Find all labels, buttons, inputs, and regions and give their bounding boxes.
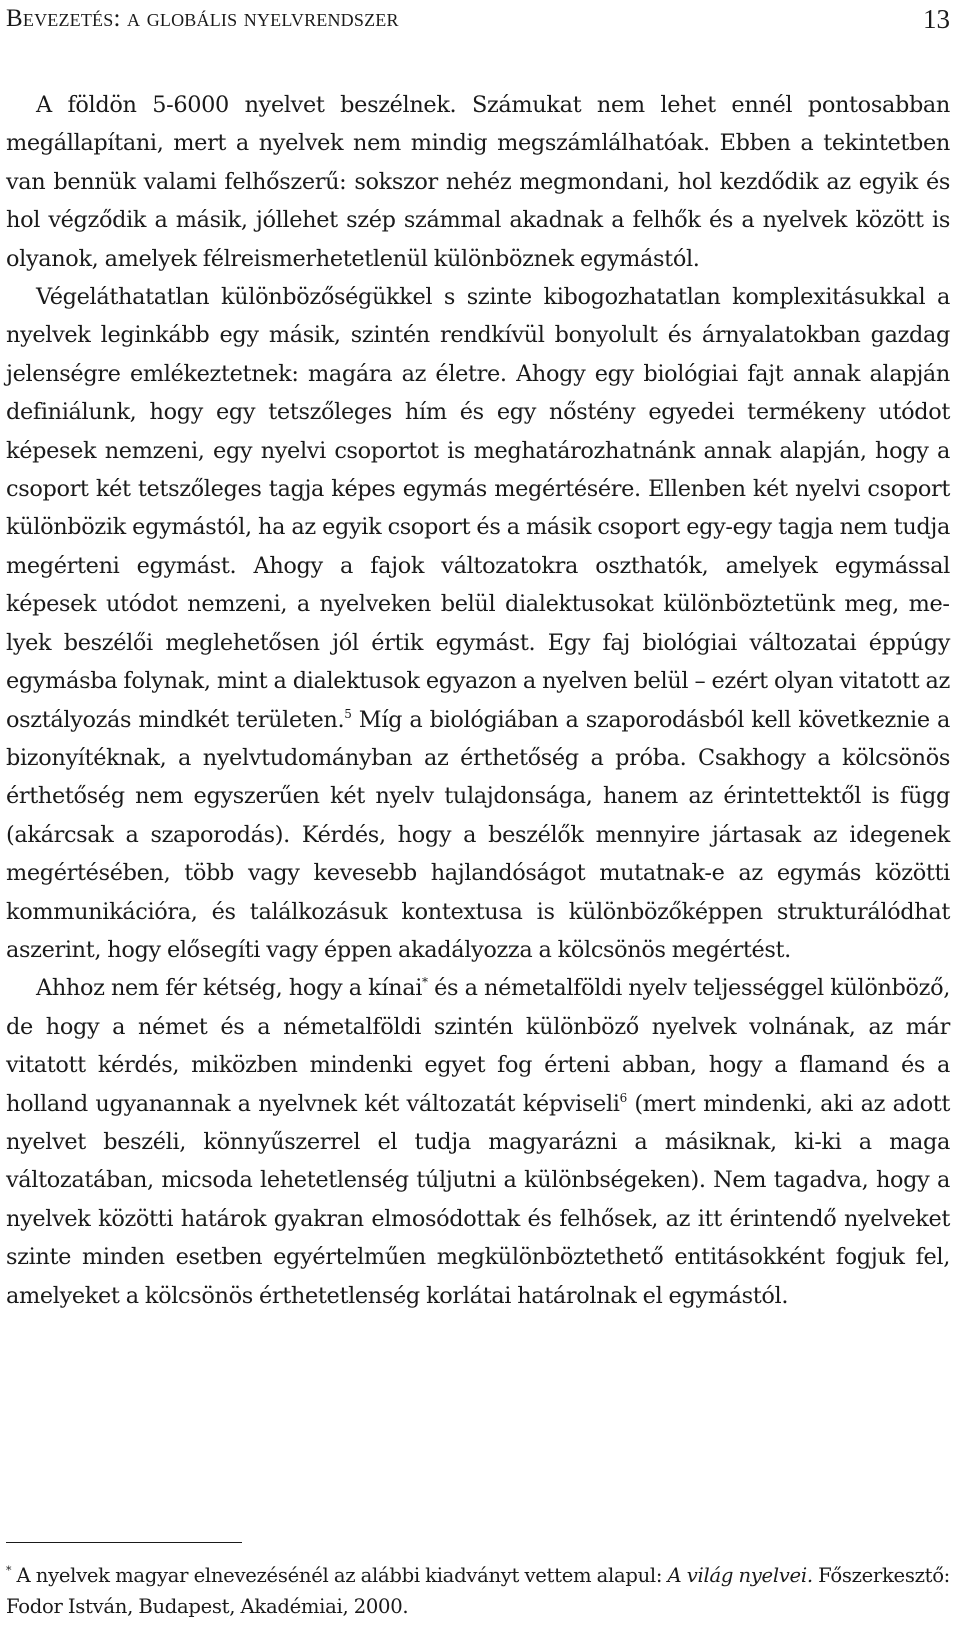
- running-head-title: Bevezetés: a globális nyelvrendszer: [6, 5, 399, 32]
- main-text: [6, 86, 950, 1315]
- paragraph: [6, 278, 950, 969]
- footnote-text-start: A nyelvek magyar elnevezésénél az alábbi kiadványt vettem alapul:: [11, 1564, 668, 1587]
- footnote-text: [6, 1560, 950, 1622]
- page-header: [6, 2, 950, 36]
- paragraph-text: és a németalföldi nyelv teljességgel különböző, de hogy a német és a németalföldi szintén különböző nyelvek volnának, az már vitatott kérdés, miközben mindenki egyet fog érteni abban, hogy a flamand és a holland ugyanannak a nyelvnek két változatát képviseli: [6, 975, 950, 1117]
- footnote: [6, 1560, 950, 1622]
- paragraph-text: (mert mindenki, aki az adott nyelvet beszéli, könnyűszerrel el tudja magyarázni a másiknak, ki-ki a maga változatában, micsoda lehetetlenség túljutni a különbségeken). Nem tagadva, hogy a nyelvek közötti határok gyakran elmosódottak és felhősek, az itt érintendő nyelveket szinte minden esetben egyértelműen megkülönböztethető entitásokként fogjuk fel, amelyeket a kölcsönös érthetetlenség korlátai határolnak el egymástól.: [6, 1090, 951, 1309]
- footnote-text-end: Főszerkesztő: Fodor István, Budapest, Akadémiai, 2000.: [6, 1564, 950, 1618]
- footnote-reference: 6: [619, 1090, 627, 1105]
- paragraph-text: Míg a biológiában a szaporodásból kell következnie a bizonyítéknak, a nyelvtudományban az érthetőség a próba. Csakhogy a kölcsönös érthetőség nem egyszerűen két nyelv tulajdonsága, hanem az érintettektől is függ (akárcsak a szaporodás). Kérdés, hogy a beszélők mennyire jártasak az idegenek megértésében, több vagy kevesebb hajlandóságot mutatnak-e az egymás közötti kommunikációra, és találkozásuk kontextusa is különbözőképpen strukturálódhat aszerint, hogy elősegíti vagy éppen akadályozza a kölcsönös megértést.: [6, 706, 950, 963]
- page-number: 13: [923, 4, 950, 34]
- footnote-reference: *: [422, 975, 428, 990]
- paragraph: [6, 86, 950, 278]
- footnote-marker: *: [6, 1564, 12, 1577]
- paragraph-text: Végeláthatatlan különbözőségükkel s szinte kibogozhatatlan komplexitásukkal a nyelvek leginkább egy másik, szintén rendkívül bonyolult és árnyalatokban gazdag jelenségre emlékeztetnek: magára az életre. Ahogy egy biológiai fajt annak alapján definiálunk, hogy egy tetszőleges hím és egy nőstény egyedei termékeny utódot képesek nemzeni, egy nyelvi csoportot is meghatározhatnánk annak alapján, hogy a csoport két tetszőleges tagja képes egymás megértésére. Ellenben két nyelvi csoport különbözik egymástól, ha az egyik csoport és a másik csoport egy-egy tagja nem tudja megérteni egymást. Ahogy a fajok változatokra oszthatók, amelyek egymással képesek utódot nemzeni, a nyelveken belül dialektusokat különböztetünk meg, melyek beszélői meglehetősen jól értik egymást. Egy faj biológiai változatai éppúgy egymásba folynak, mint a dialektusok egyazon a nyelven belül – ezért olyan vitatott az osztályozás mindkét területen.: [6, 284, 950, 733]
- footnote-separator: [6, 1542, 242, 1543]
- paragraph: [6, 969, 950, 1315]
- footnote-reference: 5: [344, 706, 352, 721]
- footnote-cited-title: A világ nyelvei.: [667, 1564, 813, 1587]
- paragraph-text: A földön 5-6000 nyelvet beszélnek. Számukat nem lehet ennél pontosabban megállapítani, mert a nyelvek nem mindig megszámlálhatóak. Ebben a tekintetben van bennük valami felhőszerű: sokszor nehéz megmondani, hol kezdődik az egyik és hol végződik a másik, jóllehet szép számmal akadnak a felhők és a nyelvek között is olyanok, amelyek félreismerhetetlenül különböznek egymástól.: [6, 92, 950, 272]
- paragraph-text: Ahhoz nem fér kétség, hogy a kínai: [36, 975, 423, 1002]
